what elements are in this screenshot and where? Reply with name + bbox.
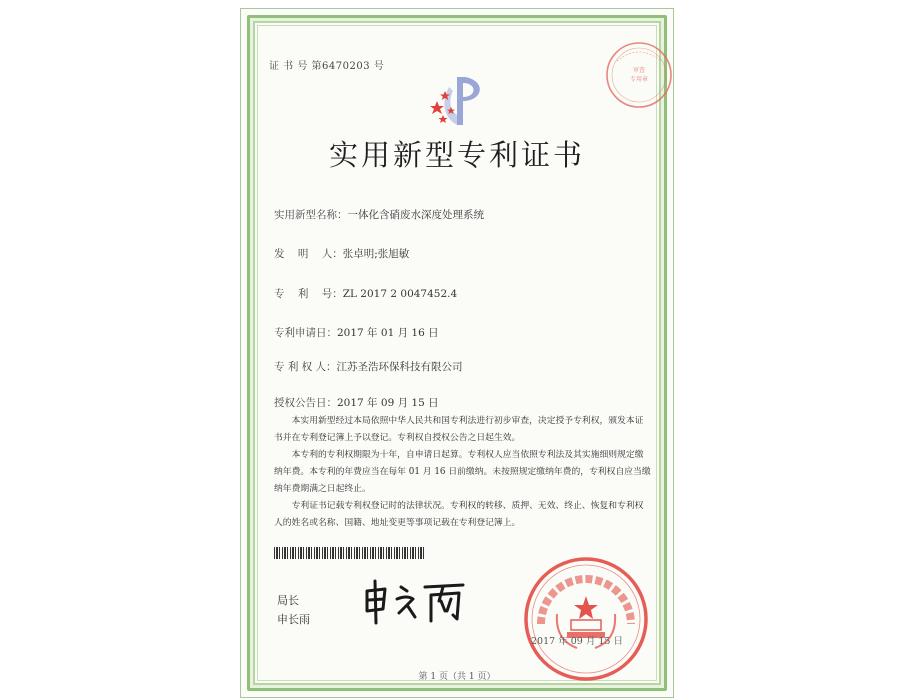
owner-label: 专 利 权 人： (274, 361, 337, 373)
svg-text:审查: 审查 (632, 67, 646, 74)
grant-date-label: 授权公告日： (274, 397, 337, 409)
grant-date-value: 2017 年 09 月 15 日 (337, 397, 439, 409)
inventor-label: 发 明 人： (274, 248, 343, 260)
certificate-body (274, 413, 652, 532)
inventor-value: 张卓明;张旭敏 (342, 248, 410, 260)
filing-date-row (274, 325, 439, 340)
grant-date-row (274, 395, 439, 410)
model-name-label: 实用新型名称： (274, 209, 348, 221)
director-title: 局长 (277, 594, 299, 607)
body-paragraph: 专利证书记载专利权登记时的法律状况。专利权的转移、质押、无效、终止、恢复和专利权人的姓名或名称、国籍、地址变更等事项记载在专利登记簿上。 (274, 501, 644, 528)
inventor-row (274, 246, 409, 261)
body-paragraph: 本实用新型经过本局依照中华人民共和国专利法进行初步审查，决定授予专利权，颁发本证书并在专利登记簿上予以登记。专利权自授权公告之日起生效。 (274, 416, 644, 443)
certificate-title: 实用新型专利证书 (328, 138, 585, 172)
examination-seal-icon (603, 39, 675, 111)
model-name-value: 一体化含硝废水深度处理系统 (347, 209, 484, 221)
page-number: 第 1 页（共 1 页） (418, 672, 496, 682)
svg-text:专用章: 专用章 (629, 76, 649, 83)
national-ipa-seal-icon (521, 554, 651, 684)
body-paragraph: 本专利的专利权期限为十年，自申请日起算。专利权人应当依照专利法及其实施细则规定缴纳年费。本专利的年费应当在每年 01 月 16 日前缴纳。未按照规定缴纳年费的，专利权自应当缴纳年费期满之日起终止。 (274, 450, 651, 494)
director-signature-icon (361, 577, 471, 627)
owner-value: 江苏圣浩环保科技有限公司 (336, 361, 463, 373)
patent-number-value: ZL 2017 2 0047452.4 (342, 288, 458, 300)
owner-row (274, 359, 463, 374)
barcode (274, 547, 424, 559)
patent-number-label: 专 利 号： (274, 288, 343, 300)
patent-number-row (274, 286, 457, 301)
certificate-number: 证 书 号 第6470203 号 (269, 61, 385, 72)
cnipa-logo-icon (427, 71, 491, 129)
director-name: 申长雨 (277, 613, 310, 626)
filing-date-value: 2017 年 01 月 16 日 (337, 327, 439, 339)
patent-certificate (240, 8, 674, 698)
issue-date: 2017 年 09 月 15 日 (531, 636, 623, 647)
filing-date-label: 专利申请日： (274, 327, 337, 339)
model-name-row (274, 207, 484, 222)
